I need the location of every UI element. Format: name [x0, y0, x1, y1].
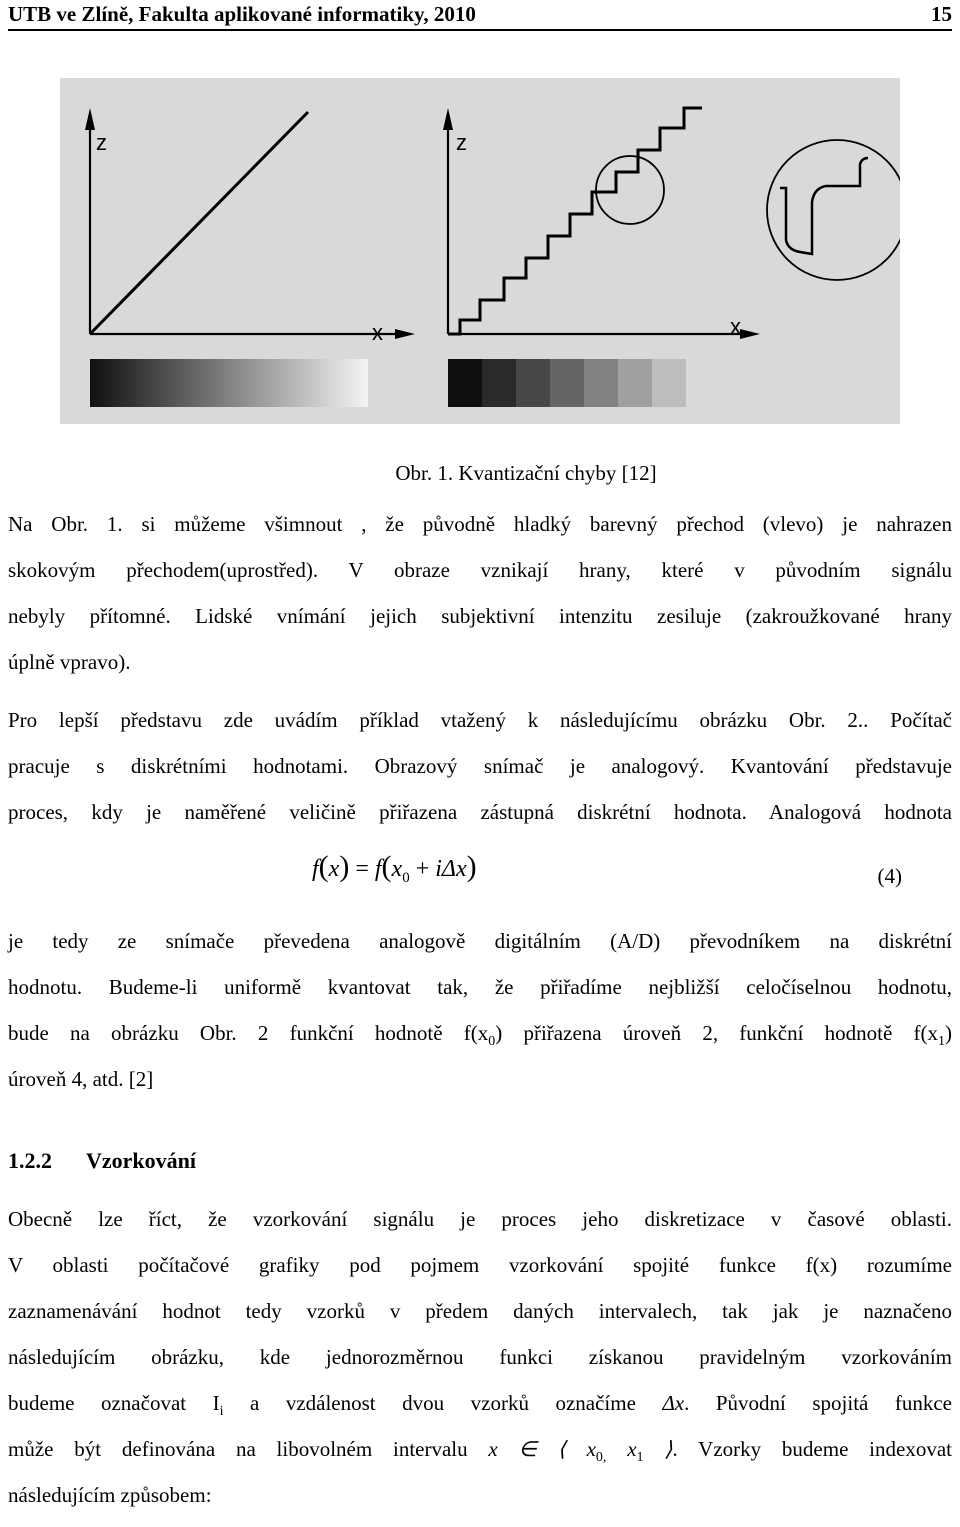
paragraph-2	[8, 697, 952, 835]
equation-4: $f(x) = f(x_0 + i\Delta x)$	[312, 850, 477, 886]
paragraph-1	[8, 501, 952, 685]
paragraph-3	[8, 918, 952, 1102]
paragraph-4-line: následujícím způsobem:	[8, 1483, 212, 1507]
paragraph-4-line: následujícím obrázku, kde jednorozměrnou funkci získanou pravidelným vzorkováním	[8, 1345, 952, 1369]
magnified-edge-profile	[780, 158, 868, 254]
figure-caption: Obr. 1. Kvantizační chyby [12]	[395, 461, 657, 485]
paragraph-2-line: proces, kdy je naměřené veličině přiřazena zástupná diskrétní hodnota. Analogová hodnota	[8, 800, 952, 824]
paragraph-1-line: úplně vpravo).	[8, 650, 131, 674]
staircase-line	[448, 108, 702, 334]
formula-plus: +	[415, 856, 430, 882]
paragraph-1-line: skokovým přechodem(uprostřed). V obraze vznikají hrany, které v původním signálu	[8, 558, 952, 582]
middle-z-arrow	[443, 108, 453, 130]
formula-f2: f	[374, 856, 382, 882]
quantization-figure	[60, 78, 900, 424]
middle-z-label: z	[456, 130, 467, 155]
quantization-figure-drawing	[60, 78, 900, 424]
left-x-label: x	[372, 320, 383, 345]
left-z-label: z	[96, 130, 107, 155]
stepped-gradient-bar	[448, 359, 724, 407]
paragraph-2-line: pracuje s diskrétními hodnotami. Obrazový snímač je analogový. Kvantování představuje	[8, 754, 952, 778]
paragraph-4	[8, 1196, 952, 1518]
paragraph-4-line: zaznamenávání hodnot tedy vzorků v předem daných intervalech, tak jak je naznačeno	[8, 1299, 952, 1323]
smooth-ramp-line	[90, 112, 308, 334]
formula-equals: =	[355, 856, 369, 882]
formula-i: i	[435, 856, 442, 882]
header-title: UTB ve Zlíně, Fakulta aplikované informatiky, 2010	[8, 2, 476, 26]
paragraph-4-line: může být definována na libovolném intervalu x ∈ ⟨ $x_{0,}$ $x_1$ ⟩. Vzorky budeme indexovat	[8, 1437, 952, 1466]
equation-number: (4)	[877, 864, 902, 888]
page-header	[8, 0, 952, 30]
page-number: 15	[931, 2, 952, 26]
paragraph-3-line: je tedy ze snímače převedena analogově digitálním (A/D) převodníkem na diskrétní	[8, 929, 952, 953]
left-z-arrow	[85, 108, 95, 130]
paragraph-4-line: budeme označovat $I_i$ a vzdálenost dvou vzorků označíme Δx. Původní spojitá funkce	[8, 1391, 953, 1420]
header-rule	[8, 29, 952, 31]
paragraph-4-line: V oblasti počítačové grafiky pod pojmem vzorkování spojité funkce f(x) rozumíme	[8, 1253, 952, 1277]
formula-sub0: 0	[402, 869, 410, 886]
paragraph-1-line: nebyly přítomné. Lidské vnímání jejich subjektivní intenzitu zesiluje (zakroužkované hrany	[8, 604, 952, 628]
paragraph-3-line: hodnotu. Budeme-li uniformě kvantovat tak, že přiřadíme nejbližší celočíselnou hodnotu,	[8, 975, 952, 999]
formula-x0: x	[391, 856, 403, 882]
highlight-circle-middle	[596, 156, 664, 224]
formula-f: f	[312, 856, 319, 882]
paragraph-1-line: Na Obr. 1. si můžeme všimnout , že původně hladký barevný přechod (vlevo) je nahrazen	[8, 512, 952, 536]
middle-x-label: x	[730, 314, 741, 339]
section-heading	[8, 1148, 196, 1174]
formula-x: x	[328, 856, 340, 882]
paragraph-2-line: Pro lepší představu zde uvádím příklad vtažený k následujícímu obrázku Obr. 2.. Počítač	[8, 708, 952, 732]
formula-delta-x: Δx	[441, 856, 467, 882]
paragraph-4-line: Obecně lze říct, že vzorkování signálu je proces jeho diskretizace v časové oblasti.	[8, 1207, 952, 1231]
smooth-gradient-bar	[90, 359, 368, 407]
left-x-arrow	[395, 329, 415, 339]
paragraph-3-line: bude na obrázku Obr. 2 funkční hodnotě $f(x_0)$ přiřazena úroveň 2, funkční hodnotě $f(x_1)$	[8, 1021, 952, 1050]
section-title: Vzorkování	[86, 1148, 196, 1173]
section-number: 1.2.2	[8, 1148, 52, 1173]
paragraph-3-line: úroveň 4, atd. [2]	[8, 1067, 154, 1091]
middle-x-arrow	[740, 329, 760, 339]
